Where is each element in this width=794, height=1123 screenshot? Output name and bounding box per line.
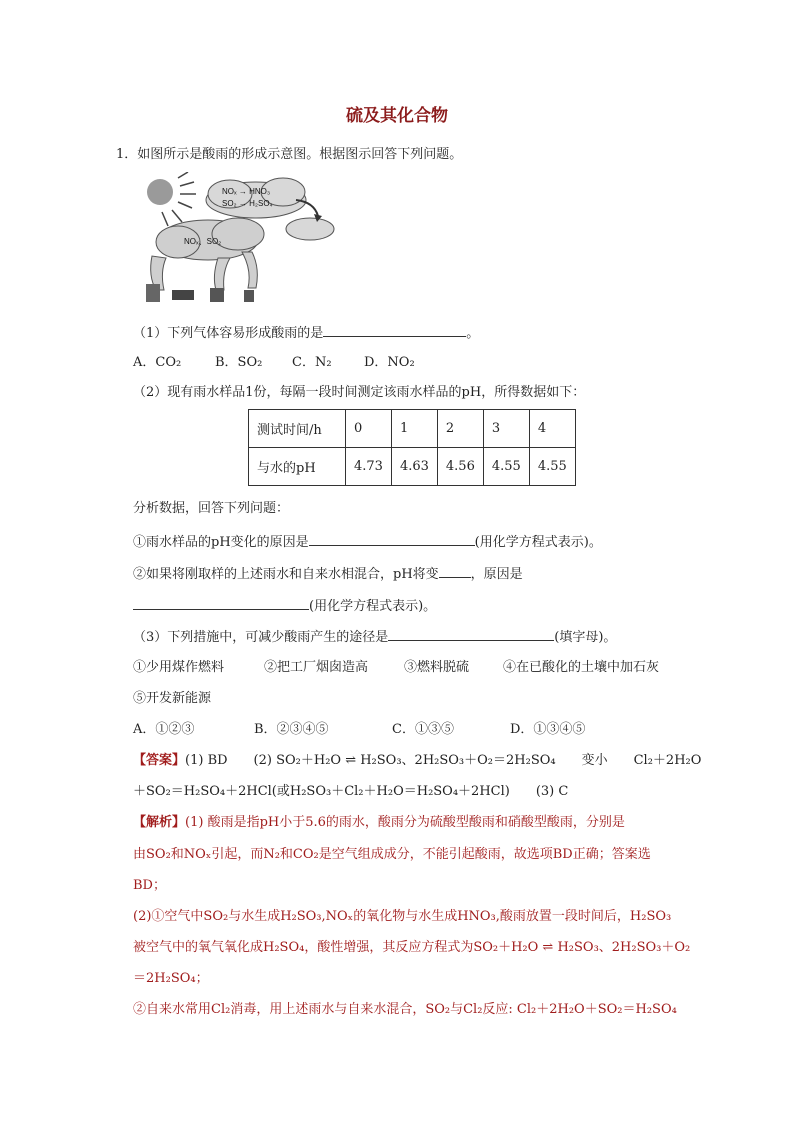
table-cell: 4.73 — [346, 448, 392, 486]
part1-question: （1）下列气体容易形成酸雨的是 。 — [133, 323, 479, 343]
measure-3: ③燃料脱硫 — [404, 660, 470, 675]
answer-blank[interactable] — [439, 564, 471, 578]
factory-icon — [146, 284, 160, 302]
answer-blank[interactable] — [133, 596, 309, 610]
table-cell: 4 — [529, 410, 575, 448]
measure-4: ④在已酸化的土壤中加石灰 — [503, 660, 660, 675]
analysis-line-1: 【解析】(1) 酸雨是指pH小于5.6的雨水，酸雨分为硫酸型酸雨和硝酸型酸雨，分别是 — [133, 815, 625, 830]
table-cell: 1 — [391, 410, 437, 448]
analysis-line-6: ＝2H₂SO₄； — [133, 971, 209, 986]
part1-option-d: D．NO₂ — [364, 355, 415, 370]
row-header-ph: 与水的pH — [249, 448, 346, 486]
part3-option-b: B．②③④⑤ — [254, 722, 329, 737]
table-cell: 2 — [437, 410, 483, 448]
truck-icon — [172, 290, 194, 300]
table-cell: 0 — [346, 410, 392, 448]
part1-text: （1）下列气体容易形成酸雨的是 — [133, 326, 324, 341]
sun-icon — [147, 179, 173, 205]
building-icon — [210, 288, 224, 302]
ph-table — [248, 409, 576, 486]
question-stem: 1．如图所示是酸雨的形成示意图。根据图示回答下列问题。 — [116, 147, 463, 162]
analyze-prompt: 分析数据，回答下列问题： — [133, 501, 290, 516]
answer-blank[interactable] — [388, 627, 554, 641]
row-header-time: 测试时间/h — [249, 410, 346, 448]
table-cell: 4.63 — [391, 448, 437, 486]
part3-question: （3）下列措施中，可减少酸雨产生的途径是 (填字母)。 — [133, 627, 616, 647]
acid-rain-figure — [138, 172, 348, 304]
measure-2: ②把工厂烟囱造高 — [264, 660, 369, 675]
part3-option-c: C．①③⑤ — [392, 722, 454, 737]
measure-1: ①少用煤作燃料 — [133, 660, 225, 675]
figure-label-nox: NOₓ → HNO₃ — [222, 187, 271, 196]
sub-question-2: ②如果将刚取样的上述雨水和自来水相混合，pH将变 ，原因是 — [133, 564, 523, 584]
part1-option-a: A．CO₂ — [133, 355, 182, 370]
figure-label-so2: SO₂ → H₂SO₄ — [222, 199, 273, 208]
part1-option-b: B．SO₂ — [215, 355, 263, 370]
answer-blank[interactable] — [309, 532, 475, 546]
sub-question-1: ①雨水样品的pH变化的原因是 (用化学方程式表示)。 — [133, 532, 602, 552]
analysis-line-4: (2)①空气中SO₂与水生成H₂SO₃,NOₓ的氧化物与水生成HNO₃,酸雨放置一段时间后，H₂SO₃ — [133, 909, 672, 924]
part3-option-d: D．①③④⑤ — [510, 722, 586, 737]
table-cell: 4.55 — [529, 448, 575, 486]
rain-cloud — [286, 218, 334, 240]
analysis-line-7: ②自来水常用Cl₂消毒，用上述雨水与自来水混合，SO₂与Cl₂反应: Cl₂＋2H₂O＋SO₂＝H₂SO₄ — [133, 1002, 677, 1017]
measure-5: ⑤开发新能源 — [133, 691, 212, 706]
table-cell: 4.56 — [437, 448, 483, 486]
analysis-tag: 【解析】 — [133, 815, 186, 830]
answer-line-2: ＋SO₂＝H₂SO₄＋2HCl(或H₂SO₃＋Cl₂＋H₂O＝H₂SO₄＋2HCl) (3) C — [133, 784, 569, 799]
table-cell: 3 — [483, 410, 529, 448]
figure-label-emissions: NOₓ、SO₂ — [184, 237, 222, 246]
part2-intro: （2）现有雨水样品1份，每隔一段时间测定该雨水样品的pH，所得数据如下： — [133, 385, 586, 400]
analysis-line-2: 由SO₂和NOₓ引起，而N₂和CO₂是空气组成成分，不能引起酸雨，故选项BD正确；答案选 — [133, 847, 651, 862]
table-cell: 4.55 — [483, 448, 529, 486]
answer-blank[interactable] — [323, 323, 466, 337]
upper-cloud — [206, 178, 306, 218]
analysis-line-3: BD； — [133, 878, 166, 893]
answer-line-1: 【答案】(1) BD (2) SO₂＋H₂O ⇌ H₂SO₃、2H₂SO₃＋O₂＝2H₂SO₄ 变小 Cl₂＋2H₂O — [133, 753, 702, 768]
table-row — [249, 448, 576, 486]
sub-question-2-cont: (用化学方程式表示)。 — [133, 596, 436, 616]
table-row — [249, 410, 576, 448]
part1-option-c: C．N₂ — [292, 355, 332, 370]
answer-tag: 【答案】 — [133, 753, 186, 768]
page-title: 硫及其化合物 — [346, 106, 448, 126]
part3-option-a: A．①②③ — [133, 722, 195, 737]
analysis-line-5: 被空气中的氧气氧化成H₂SO₄，酸性增强，其反应方程式为SO₂＋H₂O ⇌ H₂SO₃、2H₂SO₃＋O₂ — [133, 940, 691, 955]
